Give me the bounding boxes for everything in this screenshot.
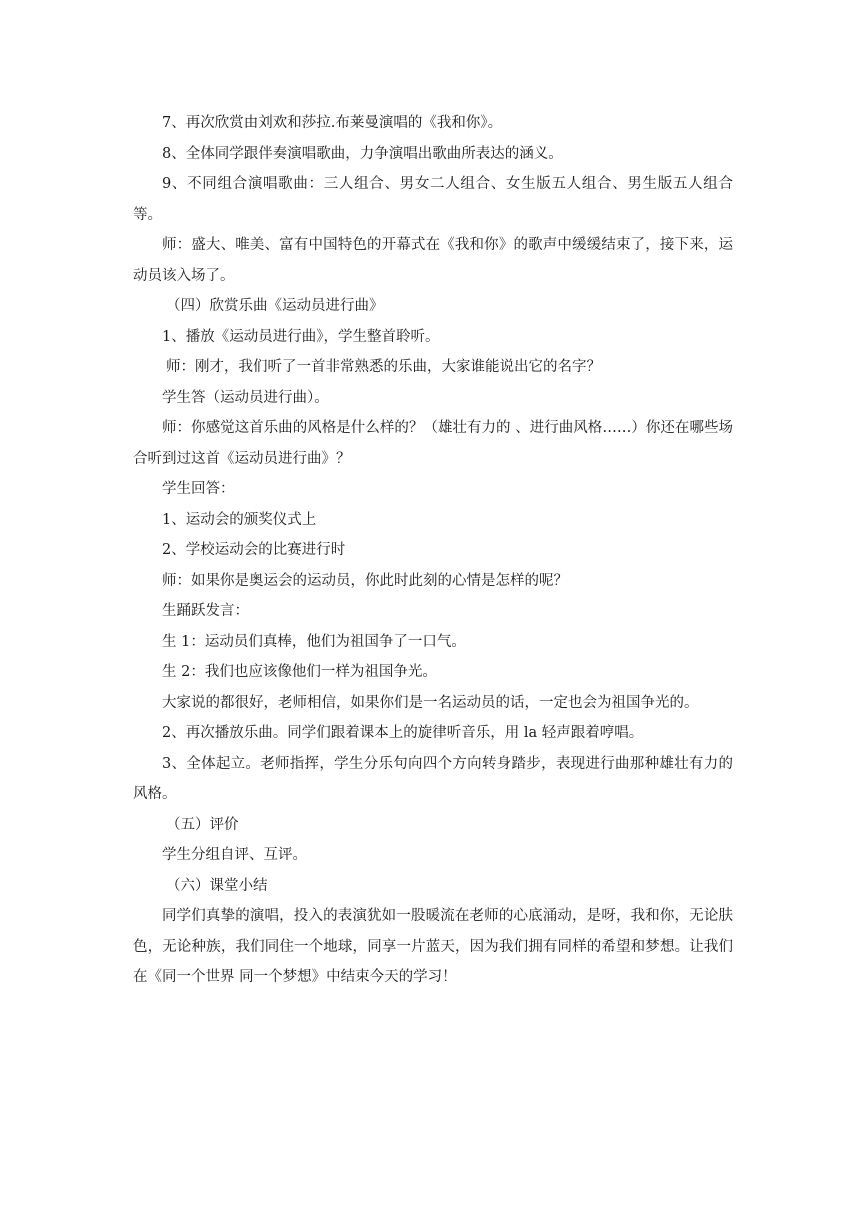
paragraph: 8、全体同学跟伴奏演唱歌曲，力争演唱出歌曲所表达的涵义。: [162, 145, 563, 162]
paragraph: 师：盛大、唯美、富有中国特色的开幕式在《我和你》的歌声中缓缓结束了，接下来，运动员该入场了。: [133, 237, 733, 284]
document-body: [133, 108, 733, 993]
paragraph: 7、再次欣赏由刘欢和莎拉.布莱曼演唱的《我和你》。: [162, 115, 503, 131]
paragraph: 师：刚才，我们听了一首非常熟悉的乐曲，大家谁能说出它的名字？: [166, 359, 601, 375]
paragraph: 同学们真挚的演唱，投入的表演犹如一股暖流在老师的心底涌动，是呀，我和你，无论肤色，无论种族，我们同住一个地球，同享一片蓝天，因为我们拥有同样的希望和梦想。让我们在《同一个世界 同一个梦想》中结束今天的学习！: [133, 908, 733, 985]
paragraph: 师：你感觉这首乐曲的风格是什么样的？（雄壮有力的 、进行曲风格……）你还在哪些场合听到过这首《运动员进行曲》？: [133, 420, 733, 467]
section-heading: （四）欣赏乐曲《运动员进行曲》: [166, 298, 384, 314]
paragraph: 2、学校运动会的比赛进行时: [162, 542, 346, 558]
paragraph: 生踊跃发言：: [162, 603, 249, 619]
paragraph: 1、播放《运动员进行曲》，学生整首聆听。: [162, 328, 440, 345]
paragraph: 生 2：我们也应该像他们一样为祖国争光。: [162, 664, 437, 680]
paragraph: 师：如果你是奥运会的运动员，你此时此刻的心情是怎样的呢？: [162, 572, 568, 589]
paragraph: 9、不同组合演唱歌曲：三人组合、男女二人组合、女生版五人组合、男生版五人组合等。: [133, 176, 733, 223]
paragraph: 大家说的都很好，老师相信，如果你们是一名运动员的话，一定也会为祖国争光的。: [162, 694, 699, 711]
paragraph: 生 1：运动员们真棒，他们为祖国争了一口气。: [162, 633, 466, 650]
section-heading: （五）评价: [166, 816, 239, 833]
paragraph: 1、运动会的颁奖仪式上: [162, 511, 317, 528]
paragraph: 学生分组自评、互评。: [162, 847, 307, 863]
paragraph: 2、再次播放乐曲。同学们跟着课本上的旋律听音乐，用 la 轻声跟着哼唱。: [162, 725, 644, 741]
section-heading: （六）课堂小结: [166, 877, 268, 894]
paragraph: 3、全体起立。老师指挥，学生分乐句向四个方向转身踏步，表现进行曲那种雄壮有力的风格。: [133, 755, 733, 802]
paragraph: 学生回答：: [162, 481, 235, 497]
paragraph: 学生答（运动员进行曲）。: [162, 389, 329, 406]
